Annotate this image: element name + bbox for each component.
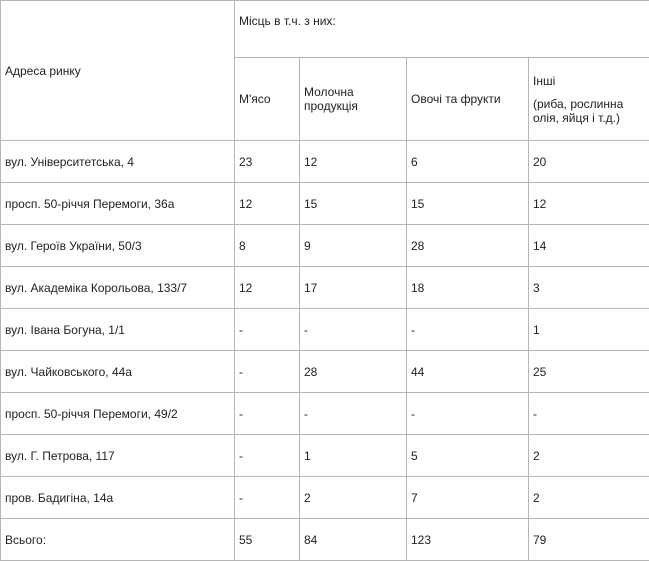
cell-address: вул. Героїв України, 50/3 (1, 225, 235, 267)
cell-dairy: 12 (300, 141, 407, 183)
cell-address: просп. 50-річчя Перемоги, 49/2 (1, 393, 235, 435)
cell-other: 25 (529, 351, 649, 393)
total-label: Всього: (1, 519, 235, 561)
cell-address: вул. Університетська, 4 (1, 141, 235, 183)
table-row (1, 477, 649, 519)
cell-dairy: 15 (300, 183, 407, 225)
cell-meat: 8 (235, 225, 300, 267)
cell-meat: - (235, 435, 300, 477)
table-row (1, 225, 649, 267)
header-address: Адреса ринку (1, 1, 235, 141)
cell-meat: - (235, 309, 300, 351)
cell-veg-fruit: 44 (407, 351, 529, 393)
table-row (1, 393, 649, 435)
header-row-top (1, 1, 649, 58)
header-places-group: Місць в т.ч. з них: (235, 1, 649, 58)
cell-dairy: 2 (300, 477, 407, 519)
cell-address: вул. Івана Богуна, 1/1 (1, 309, 235, 351)
cell-other: - (529, 393, 649, 435)
cell-veg-fruit: 5 (407, 435, 529, 477)
table-row (1, 267, 649, 309)
total-row (1, 519, 649, 561)
cell-veg-fruit: 7 (407, 477, 529, 519)
cell-meat: 23 (235, 141, 300, 183)
cell-address: вул. Чайковського, 44а (1, 351, 235, 393)
total-meat: 55 (235, 519, 300, 561)
cell-dairy: 9 (300, 225, 407, 267)
cell-dairy: - (300, 393, 407, 435)
cell-other: 14 (529, 225, 649, 267)
cell-other: 20 (529, 141, 649, 183)
cell-veg-fruit: 15 (407, 183, 529, 225)
table-row (1, 183, 649, 225)
cell-veg-fruit: 28 (407, 225, 529, 267)
cell-veg-fruit: - (407, 393, 529, 435)
header-veg-fruit: Овочі та фрукти (407, 58, 529, 141)
cell-dairy: 17 (300, 267, 407, 309)
cell-dairy: 1 (300, 435, 407, 477)
cell-other: 3 (529, 267, 649, 309)
table-row (1, 351, 649, 393)
header-other-title: Інші (533, 74, 645, 88)
cell-meat: 12 (235, 267, 300, 309)
header-meat: М'ясо (235, 58, 300, 141)
table-row (1, 435, 649, 477)
total-veg-fruit: 123 (407, 519, 529, 561)
cell-veg-fruit: 18 (407, 267, 529, 309)
header-other (529, 58, 649, 141)
cell-address: вул. Г. Петрова, 117 (1, 435, 235, 477)
table-row (1, 309, 649, 351)
total-other: 79 (529, 519, 649, 561)
table-row (1, 141, 649, 183)
cell-other: 1 (529, 309, 649, 351)
cell-meat: 12 (235, 183, 300, 225)
header-other-note: (риба, рослинна олія, яйця і т.д.) (533, 97, 645, 125)
cell-address: просп. 50-річчя Перемоги, 36а (1, 183, 235, 225)
cell-other: 2 (529, 435, 649, 477)
cell-address: вул. Академіка Корольова, 133/7 (1, 267, 235, 309)
cell-meat: - (235, 351, 300, 393)
cell-other: 12 (529, 183, 649, 225)
total-dairy: 84 (300, 519, 407, 561)
cell-other: 2 (529, 477, 649, 519)
cell-meat: - (235, 477, 300, 519)
cell-address: пров. Бадигіна, 14а (1, 477, 235, 519)
cell-meat: - (235, 393, 300, 435)
header-dairy: Молочна продукція (300, 58, 407, 141)
cell-dairy: - (300, 309, 407, 351)
cell-dairy: 28 (300, 351, 407, 393)
cell-veg-fruit: 6 (407, 141, 529, 183)
cell-veg-fruit: - (407, 309, 529, 351)
